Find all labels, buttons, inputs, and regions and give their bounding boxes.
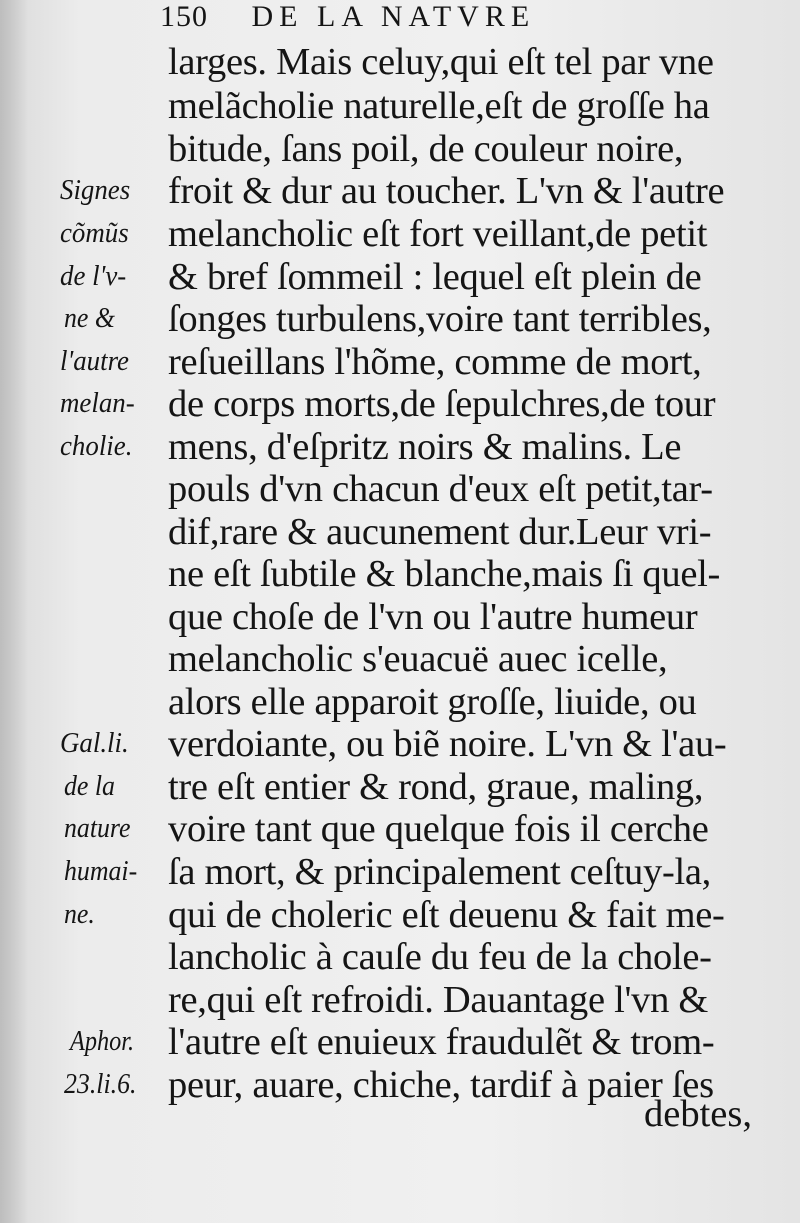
margin-note: cõmũs	[60, 217, 129, 249]
text-line: tre eſt entier & rond, graue, maling,	[168, 766, 704, 808]
text-line: melãcholie naturelle,eſt de groſſe ha	[168, 85, 710, 127]
text-line: verdoiante, ou biẽ noire. L'vn & l'au-	[168, 723, 727, 765]
text-line: qui de choleric eſt deuenu & fait me-	[168, 894, 725, 936]
text-line: de corps morts,de ſepulchres,de tour	[168, 383, 716, 425]
margin-note: de l'v-	[60, 260, 127, 292]
running-header	[160, 0, 535, 40]
text-line: ſa mort, & principalement ceſtuy-la,	[168, 851, 711, 893]
margin-note: l'autre	[60, 345, 129, 377]
text-line: melancholic s'euacuë auec icelle,	[168, 638, 668, 680]
text-line: & bref ſommeil : lequel eſt plein de	[168, 256, 702, 298]
catchword: debtes,	[644, 1093, 752, 1135]
text-line: reſueillans l'hõme, comme de mort,	[168, 341, 702, 383]
margin-note: nature	[64, 812, 131, 844]
margin-note: ne &	[64, 302, 115, 334]
text-line: ne eſt ſubtile & blanche,mais ſi quel-	[168, 553, 721, 595]
text-line: melancholic eſt fort veillant,de petit	[168, 213, 708, 255]
text-line: mens, d'eſpritz noirs & malins. Le	[168, 426, 682, 468]
margin-note: cholie.	[60, 430, 133, 462]
text-line: alors elle apparoit groſſe, liuide, ou	[168, 681, 697, 723]
margin-note: Signes	[60, 174, 131, 206]
margin-note: 23.li.6.	[64, 1068, 137, 1100]
gutter-shadow	[0, 0, 28, 1223]
margin-note: de la	[64, 770, 115, 802]
text-line: re,qui eſt refroidi. Dauantage l'vn &	[168, 979, 708, 1021]
margin-note: Aphor.	[70, 1025, 135, 1057]
text-line: que choſe de l'vn ou l'autre humeur	[168, 596, 698, 638]
text-line: froit & dur au toucher. L'vn & l'autre	[168, 170, 725, 212]
text-line: l'autre eſt enuieux fraudulẽt & trom-	[168, 1021, 715, 1063]
margin-note: Gal.li.	[60, 727, 129, 759]
text-line: voire tant que quelque fois il cerche	[168, 808, 709, 850]
text-line: dif,rare & aucunement dur.Leur vri-	[168, 511, 712, 553]
running-title: DE LA NATVRE	[251, 0, 536, 33]
text-line: pouls d'vn chacun d'eux eſt petit,tar-	[168, 468, 713, 510]
page-number: 150	[160, 0, 208, 33]
margin-note: humai-	[64, 855, 138, 887]
text-line: lancholic à cauſe du feu de la chole-	[168, 936, 712, 978]
margin-note: ne.	[64, 898, 95, 930]
text-line: peur, auare, chiche, tardif à paier ſes	[168, 1064, 714, 1106]
text-line: ſonges turbulens,voire tant terribles,	[168, 298, 712, 340]
text-line: larges. Mais celuy,qui eſt tel par vne	[168, 41, 714, 83]
margin-note: melan-	[60, 387, 135, 419]
text-line: bitude, ſans poil, de couleur noire,	[168, 128, 684, 170]
